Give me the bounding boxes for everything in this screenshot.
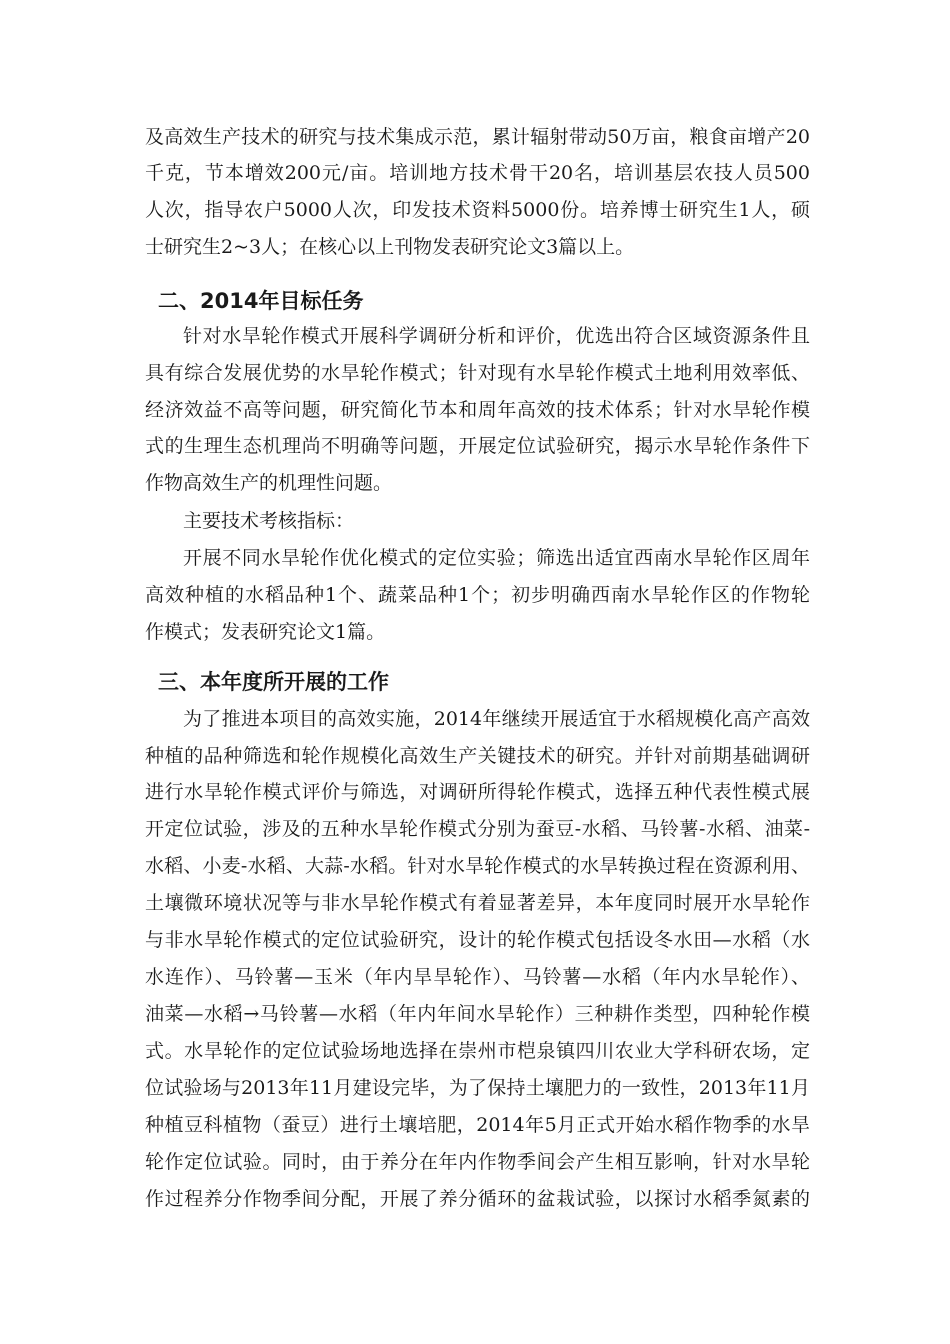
section2-para1-line-5: 作物高效生产的机理性问题。: [145, 472, 393, 494]
section3-para-line-11: 位试验场与2013年11月建设完毕，为了保持土壤肥力的一致性，2013年11月: [145, 1077, 810, 1099]
section3-para-line-9: 油菜—水稻→马铃薯—水稻（年内年间水旱轮作）三种耕作类型，四种轮作模: [145, 1003, 810, 1025]
section2-para1-line-2: 具有综合发展优势的水旱轮作模式；针对现有水旱轮作模式土地利用效率低、: [145, 362, 810, 384]
section3-para-line-12: 种植豆科植物（蚕豆）进行土壤培肥，2014年5月正式开始水稻作物季的水旱: [145, 1114, 810, 1136]
section2-para2-line-1: 开展不同水旱轮作优化模式的定位实验；筛选出适宜西南水旱轮作区周年: [183, 547, 810, 569]
section2-heading: 二、2014年目标任务: [158, 289, 364, 313]
section2-para1-line-4: 式的生理生态机理尚不明确等问题，开展定位试验研究，揭示水旱轮作条件下: [145, 435, 810, 457]
section2-para1-line-1: 针对水旱轮作模式开展科学调研分析和评价，优选出符合区域资源条件且: [183, 325, 810, 347]
section3-para-line-5: 水稻、小麦-水稻、大蒜-水稻。针对水旱轮作模式的水旱转换过程在资源利用、: [145, 855, 810, 877]
section3-para-line-2: 种植的品种筛选和轮作规模化高效生产关键技术的研究。并针对前期基础调研: [145, 745, 810, 767]
intro-line-3: 人次，指导农户5000人次，印发技术资料5000份。培养博士研究生1人，硕: [145, 199, 810, 221]
intro-line-4: 士研究生2~3人；在核心以上刊物发表研究论文3篇以上。: [145, 236, 635, 258]
section3-para-line-14: 作过程养分作物季间分配，开展了养分循环的盆栽试验，以探讨水稻季氮素的: [145, 1188, 810, 1210]
section2-para2-line-3: 作模式；发表研究论文1篇。: [145, 621, 386, 643]
section3-para-line-6: 土壤微环境状况等与非水旱轮作模式有着显著差异，本年度同时展开水旱轮作: [145, 892, 810, 914]
section2-para1-line-3: 经济效益不高等问题，研究简化节本和周年高效的技术体系；针对水旱轮作模: [145, 399, 810, 421]
section3-heading: 三、本年度所开展的工作: [158, 670, 389, 694]
section3-para-line-10: 式。水旱轮作的定位试验场地选择在崇州市桤泉镇四川农业大学科研农场，定: [145, 1040, 810, 1062]
section3-para-line-4: 开定位试验，涉及的五种水旱轮作模式分别为蚕豆-水稻、马铃薯-水稻、油菜-: [145, 818, 810, 840]
section3-para-line-7: 与非水旱轮作模式的定位试验研究，设计的轮作模式包括设冬水田—水稻（水: [145, 929, 810, 951]
section3-para-line-8: 水连作）、马铃薯—玉米（年内旱旱轮作）、马铃薯—水稻（年内水旱轮作）、: [145, 966, 810, 988]
indicator-title: 主要技术考核指标：: [183, 510, 355, 532]
section3-para-line-13: 轮作定位试验。同时，由于养分在年内作物季间会产生相互影响，针对水旱轮: [145, 1151, 810, 1173]
intro-line-1: 及高效生产技术的研究与技术集成示范，累计辐射带动50万亩，粮食亩增产20: [145, 126, 810, 148]
intro-line-2: 千克，节本增效200元/亩。培训地方技术骨干20名，培训基层农技人员500: [145, 162, 810, 184]
section3-para-line-3: 进行水旱轮作模式评价与筛选，对调研所得轮作模式，选择五种代表性模式展: [145, 781, 810, 803]
section2-para2-line-2: 高效种植的水稻品种1个、蔬菜品种1个；初步明确西南水旱轮作区的作物轮: [145, 584, 810, 606]
section3-para-line-1: 为了推进本项目的高效实施，2014年继续开展适宜于水稻规模化高产高效: [183, 708, 810, 730]
